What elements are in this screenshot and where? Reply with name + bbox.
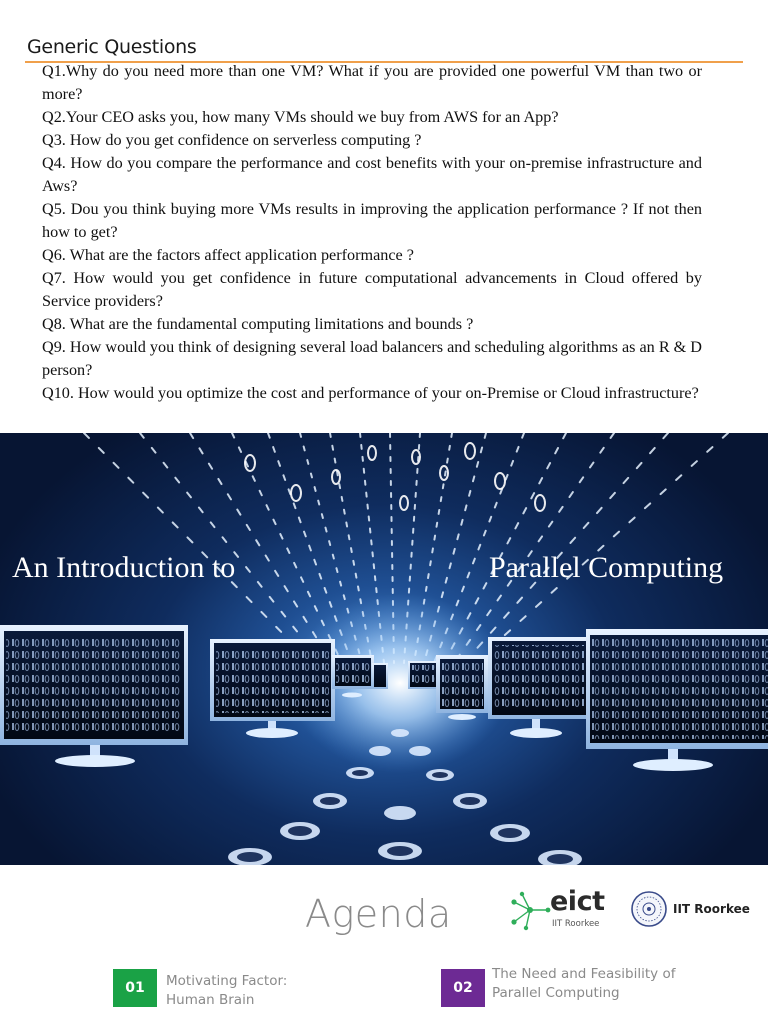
question-list bbox=[42, 60, 702, 405]
question-9: Q9. How would you think of designing several load balancers and scheduling algorithms as an R & D person? bbox=[42, 338, 702, 379]
slide-heading: Generic Questions bbox=[27, 36, 197, 58]
parallel-computing-illustration bbox=[0, 433, 768, 865]
questions-slide bbox=[0, 0, 768, 432]
question-3: Q3. How do you get confidence on serverless computing ? bbox=[42, 131, 422, 149]
question-4: Q4. How do you compare the performance and cost benefits with your on-premise infrastructure and Aws? bbox=[42, 154, 702, 195]
agenda-item-1-number: 01 bbox=[113, 969, 157, 1007]
agenda-title: Agenda bbox=[305, 892, 452, 936]
question-8: Q8. What are the fundamental computing limitations and bounds ? bbox=[42, 315, 474, 333]
agenda-slide bbox=[0, 866, 768, 1024]
question-2: Q2.Your CEO asks you, how many VMs should we buy from AWS for an App? bbox=[42, 108, 559, 126]
agenda-item-2-label: The Need and Feasibility of Parallel Computing bbox=[492, 966, 676, 1001]
agenda-item-1-label: Motivating Factor: Human Brain bbox=[166, 973, 288, 1008]
iit-roorkee-emblem-icon bbox=[630, 890, 668, 928]
question-6: Q6. What are the factors affect application performance ? bbox=[42, 246, 414, 264]
question-10: Q10. How would you optimize the cost and performance of your on-Premise or Cloud infrastructure? bbox=[42, 384, 699, 402]
question-5: Q5. Dou you think buying more VMs results in improving the application performance ? If not then how to get? bbox=[42, 200, 702, 241]
agenda-item-2-number: 02 bbox=[441, 969, 485, 1007]
intro-title-left: An Introduction to bbox=[12, 551, 236, 584]
eict-logo-subtext: IIT Roorkee bbox=[552, 919, 600, 929]
intro-slide bbox=[0, 433, 768, 865]
question-1: Q1.Why do you need more than one VM? What if you are provided one powerful VM than two or more? bbox=[42, 62, 702, 103]
question-7: Q7. How would you get confidence in future computational advancements in Cloud offered by Service providers? bbox=[42, 269, 702, 310]
eict-logo-text: eict bbox=[550, 886, 605, 917]
iit-roorkee-logo-text: IIT Roorkee bbox=[673, 902, 750, 916]
intro-title-right: Parallel Computing bbox=[489, 551, 724, 584]
